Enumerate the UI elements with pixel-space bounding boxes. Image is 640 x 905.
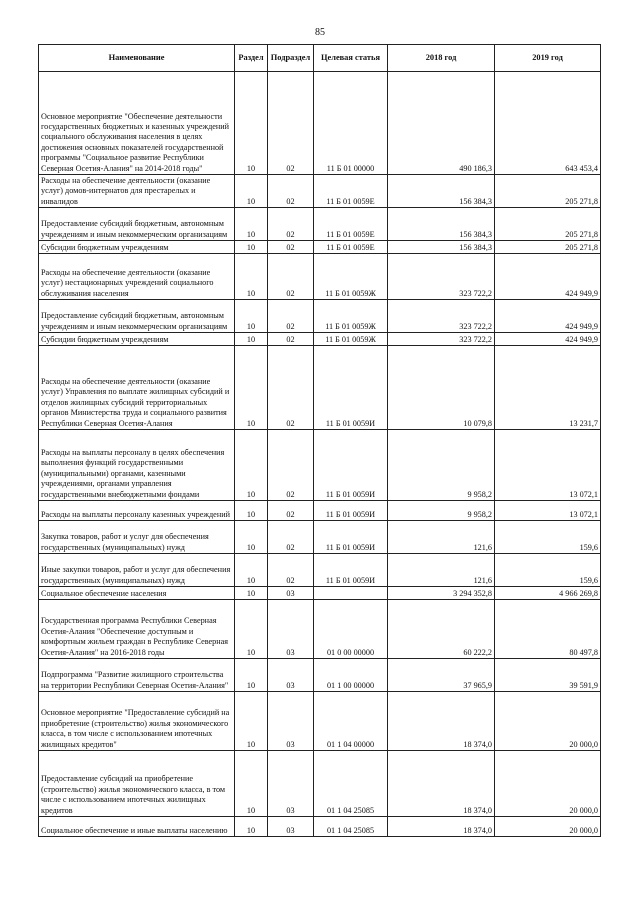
cell-subsection: 02 (268, 254, 314, 300)
cell-2019: 39 591,9 (495, 659, 601, 692)
cell-subsection: 03 (268, 817, 314, 837)
cell-2019: 13 072,1 (495, 430, 601, 501)
cell-2018: 37 965,9 (388, 659, 495, 692)
table-row (39, 72, 601, 175)
cell-subsection: 02 (268, 501, 314, 521)
cell-target: 11 Б 01 0059И (314, 430, 388, 501)
cell-name: Основное мероприятие "Обеспечение деятельности государственных бюджетных и казенных учреждений социального обслуживания населения в целях достижения основных показателей государственной программы "Социальное развитие Республики Северная Осетия-Алания" на 2014-2018 годы" (39, 72, 235, 175)
cell-2019: 13 072,1 (495, 501, 601, 521)
cell-section: 10 (235, 175, 268, 208)
cell-target: 11 Б 01 0059И (314, 554, 388, 587)
cell-name: Основное мероприятие "Предоставление субсидий на приобретение (строительство) жилья экономического класса, в том числе с использованием ипотечных жилищных кредитов" (39, 692, 235, 751)
cell-name: Субсидии бюджетным учреждениям (39, 333, 235, 346)
cell-target: 11 Б 01 00000 (314, 72, 388, 175)
cell-2019: 205 271,8 (495, 208, 601, 241)
cell-section: 10 (235, 554, 268, 587)
cell-2019: 80 497,8 (495, 600, 601, 659)
table-row (39, 659, 601, 692)
cell-2019: 205 271,8 (495, 175, 601, 208)
table-row (39, 817, 601, 837)
cell-target: 11 Б 01 0059И (314, 521, 388, 554)
cell-name: Предоставление субсидий бюджетным, автономным учреждениям и иным некоммерческим организациям (39, 300, 235, 333)
header-section: Раздел (235, 45, 268, 72)
cell-section: 10 (235, 208, 268, 241)
cell-2019: 20 000,0 (495, 817, 601, 837)
cell-subsection: 02 (268, 241, 314, 254)
cell-2019: 4 966 269,8 (495, 587, 601, 600)
cell-name: Социальное обеспечение населения (39, 587, 235, 600)
cell-2019: 643 453,4 (495, 72, 601, 175)
cell-target: 11 Б 01 0059Е (314, 208, 388, 241)
table-row (39, 333, 601, 346)
cell-target: 11 Б 01 0059Ж (314, 333, 388, 346)
cell-2018: 156 384,3 (388, 208, 495, 241)
table-row (39, 208, 601, 241)
cell-subsection: 02 (268, 300, 314, 333)
cell-target: 01 0 00 00000 (314, 600, 388, 659)
table-row (39, 521, 601, 554)
cell-2018: 18 374,0 (388, 692, 495, 751)
cell-target: 11 Б 01 0059Ж (314, 300, 388, 333)
table-row (39, 430, 601, 501)
cell-2018: 9 958,2 (388, 501, 495, 521)
table-row (39, 254, 601, 300)
cell-2019: 13 231,7 (495, 346, 601, 430)
cell-2018: 156 384,3 (388, 175, 495, 208)
cell-subsection: 03 (268, 659, 314, 692)
cell-2018: 323 722,2 (388, 333, 495, 346)
table-row (39, 300, 601, 333)
page-number: 85 (315, 27, 325, 38)
cell-target (314, 587, 388, 600)
cell-section: 10 (235, 254, 268, 300)
cell-2018: 121,6 (388, 521, 495, 554)
cell-2019: 424 949,9 (495, 254, 601, 300)
cell-target: 11 Б 01 0059И (314, 501, 388, 521)
cell-name: Расходы на обеспечение деятельности (оказание услуг) нестационарных учреждений социального обслуживания населения (39, 254, 235, 300)
cell-2018: 3 294 352,8 (388, 587, 495, 600)
budget-table (38, 44, 601, 837)
cell-2018: 60 222,2 (388, 600, 495, 659)
cell-subsection: 03 (268, 692, 314, 751)
table-row (39, 692, 601, 751)
header-row (39, 45, 601, 72)
cell-2019: 424 949,9 (495, 300, 601, 333)
cell-section: 10 (235, 817, 268, 837)
cell-section: 10 (235, 72, 268, 175)
cell-name: Предоставление субсидий на приобретение (строительство) жилья экономического класса, в том числе с использованием ипотечных жилищных кредитов (39, 751, 235, 817)
cell-section: 10 (235, 241, 268, 254)
cell-section: 10 (235, 587, 268, 600)
cell-subsection: 03 (268, 600, 314, 659)
cell-subsection: 03 (268, 587, 314, 600)
cell-2019: 205 271,8 (495, 241, 601, 254)
cell-target: 11 Б 01 0059Е (314, 241, 388, 254)
cell-target: 11 Б 01 0059Ж (314, 254, 388, 300)
header-2018: 2018 год (388, 45, 495, 72)
cell-name: Государственная программа Республики Северная Осетия-Алания "Обеспечение доступным и комфортным жильем граждан в Республике Северная Осетия-Алания" на 2016-2018 годы (39, 600, 235, 659)
cell-section: 10 (235, 300, 268, 333)
cell-name: Расходы на выплаты персоналу в целях обеспечения выполнения функций государственными (муниципальными) органами, казенными учреждениями, органами управления государственными внебюджетными фондами (39, 430, 235, 501)
cell-2018: 18 374,0 (388, 817, 495, 837)
cell-target: 01 1 00 00000 (314, 659, 388, 692)
header-2019: 2019 год (495, 45, 601, 72)
cell-section: 10 (235, 430, 268, 501)
cell-subsection: 02 (268, 175, 314, 208)
cell-2018: 490 186,3 (388, 72, 495, 175)
cell-name: Социальное обеспечение и иные выплаты населению (39, 817, 235, 837)
cell-2018: 18 374,0 (388, 751, 495, 817)
cell-section: 10 (235, 692, 268, 751)
cell-target: 01 1 04 25085 (314, 817, 388, 837)
cell-2019: 159,6 (495, 521, 601, 554)
cell-name: Расходы на обеспечение деятельности (оказание услуг) домов-интернатов для престарелых и инвалидов (39, 175, 235, 208)
cell-2018: 323 722,2 (388, 300, 495, 333)
table-row (39, 241, 601, 254)
cell-2018: 156 384,3 (388, 241, 495, 254)
cell-name: Подпрограмма "Развитие жилищного строительства на территории Республики Северная Осетия-Алания" (39, 659, 235, 692)
header-name: Наименование (39, 45, 235, 72)
cell-subsection: 02 (268, 333, 314, 346)
cell-2018: 10 079,8 (388, 346, 495, 430)
cell-section: 10 (235, 521, 268, 554)
cell-target: 01 1 04 00000 (314, 692, 388, 751)
cell-2018: 323 722,2 (388, 254, 495, 300)
table-row (39, 600, 601, 659)
cell-2019: 424 949,9 (495, 333, 601, 346)
cell-2018: 9 958,2 (388, 430, 495, 501)
header-subsection: Подраздел (268, 45, 314, 72)
cell-target: 01 1 04 25085 (314, 751, 388, 817)
cell-section: 10 (235, 751, 268, 817)
cell-name: Предоставление субсидий бюджетным, автономным учреждениям и иным некоммерческим организациям (39, 208, 235, 241)
cell-subsection: 02 (268, 430, 314, 501)
header-target: Целевая статья (314, 45, 388, 72)
cell-2019: 159,6 (495, 554, 601, 587)
cell-name: Закупка товаров, работ и услуг для обеспечения государственных (муниципальных) нужд (39, 521, 235, 554)
cell-name: Расходы на обеспечение деятельности (оказание услуг) Управления по выплате жилищных субсидий и отделов жилищных субсидий территориальных органов Министерства труда и социального развития Республики Северная Осетия-Алания (39, 346, 235, 430)
cell-section: 10 (235, 501, 268, 521)
cell-section: 10 (235, 659, 268, 692)
table-row (39, 501, 601, 521)
cell-subsection: 02 (268, 521, 314, 554)
cell-subsection: 02 (268, 346, 314, 430)
table-row (39, 554, 601, 587)
cell-section: 10 (235, 346, 268, 430)
cell-name: Субсидии бюджетным учреждениям (39, 241, 235, 254)
cell-section: 10 (235, 600, 268, 659)
cell-name: Расходы на выплаты персоналу казенных учреждений (39, 501, 235, 521)
cell-target: 11 Б 01 0059Е (314, 175, 388, 208)
cell-subsection: 02 (268, 554, 314, 587)
cell-name: Иные закупки товаров, работ и услуг для обеспечения государственных (муниципальных) нужд (39, 554, 235, 587)
cell-target: 11 Б 01 0059И (314, 346, 388, 430)
table-row (39, 175, 601, 208)
cell-subsection: 02 (268, 208, 314, 241)
cell-section: 10 (235, 333, 268, 346)
table-row (39, 587, 601, 600)
cell-2019: 20 000,0 (495, 751, 601, 817)
cell-subsection: 02 (268, 72, 314, 175)
cell-subsection: 03 (268, 751, 314, 817)
table-row (39, 346, 601, 430)
cell-2019: 20 000,0 (495, 692, 601, 751)
table-row (39, 751, 601, 817)
cell-2018: 121,6 (388, 554, 495, 587)
